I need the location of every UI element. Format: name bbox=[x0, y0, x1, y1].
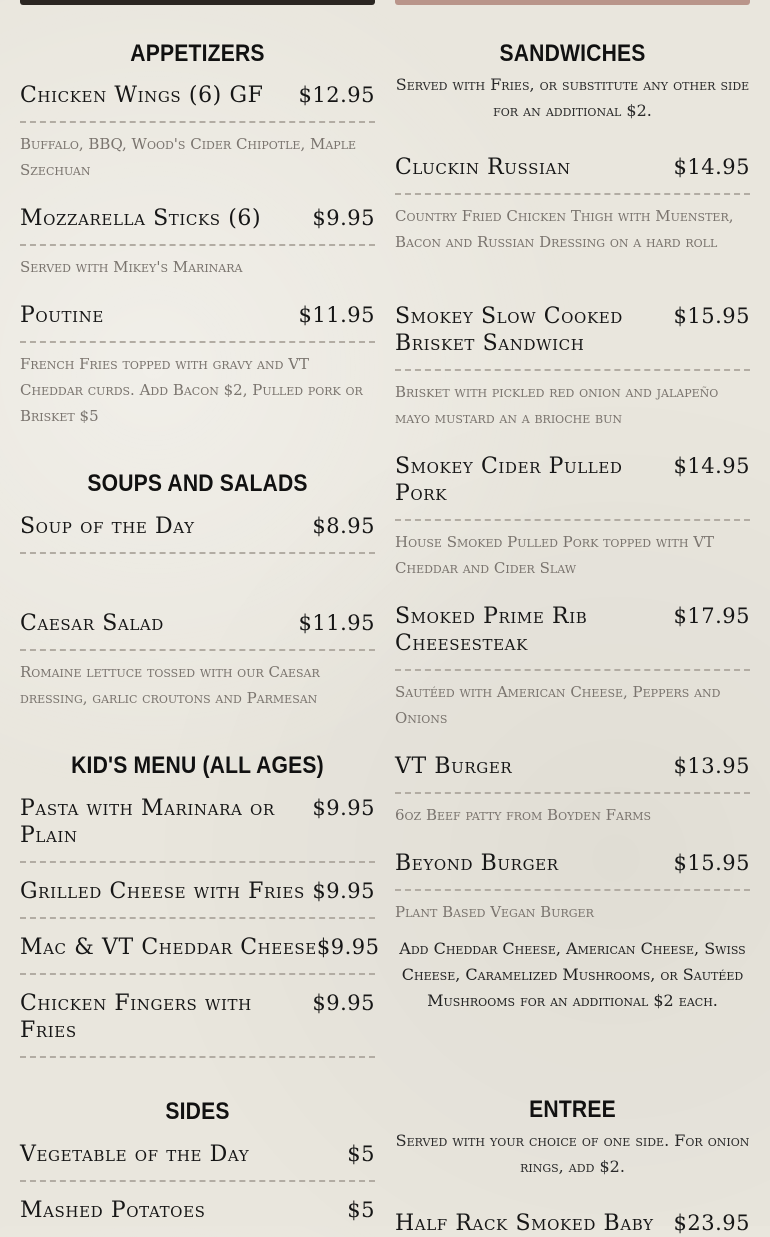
divider bbox=[20, 244, 375, 246]
menu-item bbox=[395, 753, 750, 828]
item-description: Served with Mikey's Marinara bbox=[20, 258, 243, 276]
menu-item bbox=[20, 878, 375, 919]
sandwich-addon-note: Add Cheddar Cheese, American Cheese, Swiss Cheese, Caramelized Mushrooms, or Sautéed Mushrooms for an additional $2 each. bbox=[399, 939, 746, 1010]
menu-item bbox=[395, 453, 750, 581]
menu-item bbox=[395, 1210, 750, 1237]
menu-item bbox=[20, 82, 375, 183]
item-description: Buffalo, BBQ, Wood's Cider Chipotle, Maple Szechuan bbox=[20, 135, 357, 179]
item-price: $9.95 bbox=[312, 879, 375, 903]
item-name: Cluckin Russian bbox=[395, 155, 571, 180]
item-name: Chicken Fingers with Fries bbox=[20, 991, 252, 1043]
item-price: $17.95 bbox=[673, 604, 750, 628]
menu-item bbox=[395, 850, 750, 925]
divider bbox=[395, 792, 750, 794]
divider bbox=[20, 649, 375, 651]
item-name: Poutine bbox=[20, 303, 104, 328]
item-price: $23.95 bbox=[673, 1211, 750, 1235]
item-description: 6oz Beef patty from Boyden Farms bbox=[395, 806, 652, 824]
divider bbox=[395, 669, 750, 671]
menu-item bbox=[20, 1141, 375, 1182]
section-title: SOUPS AND SALADS bbox=[87, 470, 308, 497]
item-name: Smoked Prime Rib Cheesesteak bbox=[395, 604, 588, 656]
divider bbox=[20, 917, 375, 919]
section-subtitle: Served with your choice of one side. For onion rings, add $2. bbox=[395, 1131, 750, 1176]
divider bbox=[20, 121, 375, 123]
section-title: KID'S MENU (ALL AGES) bbox=[71, 752, 324, 779]
item-description: Brisket with pickled red onion and jalapeño mayo mustard an a brioche bun bbox=[395, 383, 719, 427]
item-name: Caesar Salad bbox=[20, 611, 164, 636]
menu-item bbox=[20, 610, 375, 711]
divider bbox=[395, 369, 750, 371]
item-price: $14.95 bbox=[673, 155, 750, 179]
item-price: $9.95 bbox=[316, 935, 380, 959]
item-description: French Fries topped with gravy and VT Cheddar curds. Add Bacon $2, Pulled pork or Brisket $5 bbox=[20, 355, 363, 425]
sandwiches-section bbox=[395, 40, 750, 1010]
item-name: Chicken Wings (6) GF bbox=[20, 83, 264, 108]
header-image-right bbox=[395, 0, 750, 5]
sides-section bbox=[20, 1098, 375, 1223]
soups-salads-section bbox=[20, 470, 375, 707]
section-title: APPETIZERS bbox=[130, 40, 265, 67]
item-price: $15.95 bbox=[673, 304, 750, 328]
item-price: $12.95 bbox=[298, 83, 375, 107]
menu-item bbox=[395, 154, 750, 255]
item-price: $9.95 bbox=[312, 991, 375, 1015]
menu-item bbox=[20, 990, 375, 1058]
section-title: SANDWICHES bbox=[499, 40, 646, 67]
kids-menu-section bbox=[20, 752, 380, 1043]
item-price: $14.95 bbox=[673, 454, 750, 478]
menu-item bbox=[20, 934, 380, 975]
item-description: Plant Based Vegan Burger bbox=[395, 903, 594, 921]
item-price: $5 bbox=[347, 1142, 375, 1166]
divider bbox=[20, 1056, 375, 1058]
item-price: $8.95 bbox=[312, 514, 375, 538]
item-name: Smokey Cider Pulled Pork bbox=[395, 454, 623, 506]
item-name: Grilled Cheese with Fries bbox=[20, 879, 305, 904]
section-subtitle: Served with Fries, or substitute any other side for an additional $2. bbox=[395, 75, 750, 120]
item-description: Sautéed with American Cheese, Peppers and Onions bbox=[395, 683, 721, 727]
divider bbox=[395, 193, 750, 195]
item-name: Mozzarella Sticks (6) bbox=[20, 206, 262, 231]
divider bbox=[20, 1180, 375, 1182]
item-name: VT Burger bbox=[395, 754, 513, 779]
divider bbox=[20, 861, 375, 863]
item-price: $11.95 bbox=[298, 611, 375, 635]
item-price: $13.95 bbox=[673, 754, 750, 778]
item-price: $9.95 bbox=[312, 206, 375, 230]
header-image-left bbox=[20, 0, 375, 5]
divider bbox=[395, 889, 750, 891]
menu-item bbox=[395, 603, 750, 731]
item-name: Mashed Potatoes bbox=[20, 1198, 206, 1223]
menu-item bbox=[395, 303, 750, 431]
item-price: $5 bbox=[347, 1198, 375, 1222]
item-name: Soup of the Day bbox=[20, 514, 195, 539]
item-price: $15.95 bbox=[673, 851, 750, 875]
item-description: Country Fried Chicken Thigh with Muenster, Bacon and Russian Dressing on a hard roll bbox=[395, 207, 734, 251]
divider bbox=[20, 341, 375, 343]
item-description: House Smoked Pulled Pork topped with VT Cheddar and Cider Slaw bbox=[395, 533, 715, 577]
section-title: ENTREE bbox=[529, 1096, 616, 1123]
item-name: Mac & VT Cheddar Cheese bbox=[20, 935, 317, 960]
menu-item bbox=[20, 302, 375, 429]
item-description: Romaine lettuce tossed with our Caesar dressing, garlic croutons and Parmesan bbox=[20, 663, 320, 707]
item-name: Pasta with Marinara or Plain bbox=[20, 796, 275, 848]
item-price: $9.95 bbox=[312, 796, 375, 820]
menu-item bbox=[20, 513, 375, 554]
menu-item bbox=[20, 205, 375, 280]
menu-item bbox=[20, 1197, 375, 1224]
item-name: Vegetable of the Day bbox=[20, 1142, 250, 1167]
item-name: Beyond Burger bbox=[395, 851, 559, 876]
item-price: $11.95 bbox=[298, 303, 375, 327]
item-name: Smokey Slow Cooked Brisket Sandwich bbox=[395, 304, 623, 356]
appetizers-section bbox=[20, 40, 375, 425]
divider bbox=[395, 519, 750, 521]
entree-section bbox=[395, 1096, 750, 1236]
divider bbox=[20, 973, 375, 975]
item-name: Half Rack Smoked Baby bbox=[395, 1211, 654, 1236]
section-title: SIDES bbox=[165, 1098, 230, 1125]
divider bbox=[20, 552, 375, 554]
menu-item bbox=[20, 795, 375, 863]
